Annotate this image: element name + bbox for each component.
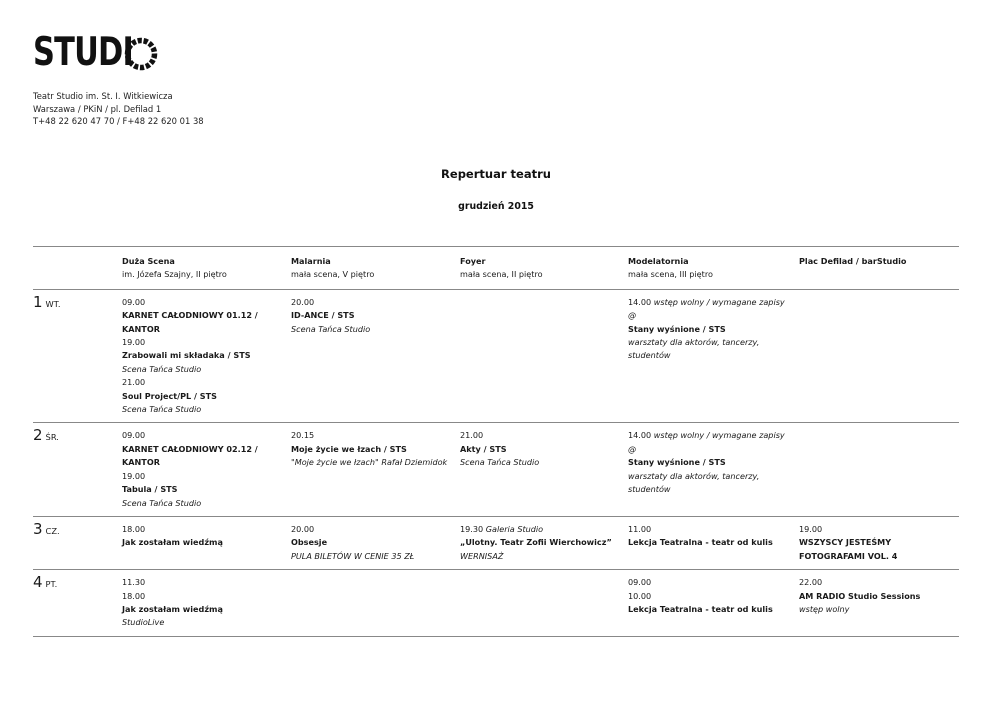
- event-title: WSZYSCY JESTEŚMY FOTOGRAFAMI VOL. 4: [799, 537, 898, 561]
- logo-letters: STUDI: [33, 30, 134, 75]
- event-cell-empty: [291, 570, 460, 637]
- event-time: 09.00: [628, 577, 652, 588]
- event-time-note: wstęp wolny / wymagane zapisy: [653, 430, 785, 441]
- event-note: Scena Tańca Studio: [122, 497, 202, 508]
- venue-name: Foyer: [460, 256, 486, 266]
- venue-header: [460, 247, 628, 290]
- event-note: Scena Tańca Studio: [122, 363, 202, 374]
- event-cell: [122, 423, 291, 516]
- day-number: 1: [33, 292, 43, 311]
- gear-ring-icon: [123, 36, 159, 72]
- address-line: Warszawa / PKiN / pl. Defilad 1: [33, 103, 162, 114]
- event-cell: [799, 570, 959, 637]
- address-line: Teatr Studio im. St. I. Witkiewicza: [33, 91, 173, 101]
- venue-header: [122, 247, 291, 290]
- event-time: 14.00: [628, 430, 652, 441]
- event-title: Lekcja Teatralna - teatr od kulis: [628, 603, 773, 614]
- event-cell: [291, 423, 460, 516]
- venue-sub: mała scena, V piętro: [291, 269, 375, 280]
- venue-sub: mała scena, II piętro: [460, 269, 543, 280]
- event-title: Jak zostałam wiedźmą: [122, 603, 223, 614]
- event-note: wstęp wolny: [799, 603, 850, 614]
- event-cell: [628, 570, 799, 637]
- day-abbr: PT.: [45, 579, 58, 590]
- event-cell: [628, 516, 799, 569]
- table-row: [33, 516, 959, 569]
- venue-name: Modelatornia: [628, 256, 689, 266]
- event-title: „Ulotny. Teatr Zofii Wierchowicz”: [460, 537, 612, 548]
- event-cell: [122, 289, 291, 423]
- event-time: 11.30: [122, 577, 146, 588]
- day-cell: [33, 516, 122, 569]
- event-title: AM RADIO Studio Sessions: [799, 590, 921, 601]
- event-note: WERNISAŻ: [460, 550, 504, 561]
- event-time: 20.15: [291, 430, 315, 441]
- event-cell: [460, 516, 628, 569]
- event-title: Stany wyśnione / STS: [628, 323, 726, 334]
- event-note: Scena Tańca Studio: [122, 404, 202, 415]
- venue-header: [628, 247, 799, 290]
- table-row: [33, 423, 959, 516]
- day-abbr: ŚR.: [45, 432, 59, 443]
- day-cell: [33, 423, 122, 516]
- event-cell: [122, 516, 291, 569]
- day-abbr: CZ.: [45, 525, 60, 536]
- event-time: 19.30: [460, 523, 484, 534]
- event-cell: [460, 423, 628, 516]
- event-title: KARNET CAŁODNIOWY 02.12 / KANTOR: [122, 443, 258, 468]
- event-cell: [291, 289, 460, 423]
- event-cell-empty: [460, 289, 628, 423]
- event-cell-empty: [799, 423, 959, 516]
- event-cell: [122, 570, 291, 637]
- event-cell: [628, 289, 799, 423]
- event-title: Tabula / STS: [122, 484, 178, 495]
- page-subtitle: grudzień 2015: [458, 201, 534, 212]
- event-time: 21.00: [460, 430, 484, 441]
- event-title: Zrabowali mi składaka / STS: [122, 350, 251, 361]
- event-time-note: wstęp wolny / wymagane zapisy: [653, 296, 785, 307]
- event-cell: [628, 423, 799, 516]
- studio-logo: [33, 30, 161, 75]
- event-at: @: [628, 443, 637, 454]
- event-note: "Moje życie we łzach" Rafał Dziemidok: [291, 457, 448, 468]
- event-title: ID-ANCE / STS: [291, 310, 355, 321]
- header-row: [33, 247, 959, 290]
- day-header: [33, 247, 122, 290]
- event-time: 14.00: [628, 296, 652, 307]
- table-row: [33, 570, 959, 637]
- event-time: 20.00: [291, 523, 315, 534]
- address-line: T+48 22 620 47 70 / F+48 22 620 01 38: [33, 116, 204, 126]
- day-number: 3: [33, 519, 43, 538]
- event-title: Moje życie we łzach / STS: [291, 443, 407, 454]
- venue-name: Malarnia: [291, 256, 331, 266]
- venue-sub: mała scena, III piętro: [628, 269, 713, 280]
- venue-header: [799, 247, 959, 290]
- venue-sub: im. Józefa Szajny, II piętro: [122, 269, 227, 280]
- event-title: Lekcja Teatralna - teatr od kulis: [628, 537, 773, 548]
- event-at: @: [628, 310, 637, 321]
- event-time-line: [628, 429, 791, 442]
- event-title: KARNET CAŁODNIOWY 01.12 / KANTOR: [122, 310, 258, 334]
- day-abbr: WT.: [45, 298, 61, 309]
- event-note: StudioLive: [122, 617, 165, 628]
- event-time: 09.00: [122, 296, 146, 307]
- event-note: Scena Tańca Studio: [460, 457, 540, 468]
- event-time-line: [460, 523, 620, 536]
- page-title: Repertuar teatru: [441, 167, 551, 181]
- event-title: Soul Project/PL / STS: [122, 390, 217, 401]
- event-cell-empty: [799, 289, 959, 423]
- event-time: 19.00: [122, 470, 146, 481]
- event-time: 18.00: [122, 523, 146, 534]
- day-number: 4: [33, 573, 43, 592]
- event-time: 21.00: [122, 377, 146, 388]
- table-row: [33, 289, 959, 423]
- event-time: 19.00: [122, 337, 146, 348]
- event-time: 22.00: [799, 577, 823, 588]
- event-time: 10.00: [628, 590, 652, 601]
- event-time: 18.00: [122, 590, 146, 601]
- event-cell: [291, 516, 460, 569]
- event-cell-empty: [460, 570, 628, 637]
- event-time: 11.00: [628, 523, 652, 534]
- venue-name: Duża Scena: [122, 256, 175, 266]
- event-time-note: Galeria Studio: [485, 523, 544, 534]
- event-title: Jak zostałam wiedźmą: [122, 537, 223, 548]
- event-title: Akty / STS: [460, 443, 507, 454]
- day-cell: [33, 570, 122, 637]
- event-time: 20.00: [291, 296, 315, 307]
- repertoire-table: [33, 246, 959, 637]
- event-title: Stany wyśnione / STS: [628, 457, 726, 468]
- event-time-line: [628, 296, 791, 309]
- event-note: warsztaty dla aktorów, tancerzy, studentów: [628, 470, 760, 495]
- day-number: 2: [33, 426, 43, 445]
- day-cell: [33, 289, 122, 423]
- event-note: warsztaty dla aktorów, tancerzy, studentów: [628, 337, 760, 361]
- event-title: Obsesje: [291, 537, 328, 548]
- venue-name: Plac Defilad / barStudio: [799, 256, 907, 266]
- event-time: 09.00: [122, 430, 146, 441]
- event-time: 19.00: [799, 523, 823, 534]
- event-cell: [799, 516, 959, 569]
- venue-header: [291, 247, 460, 290]
- event-note: PULA BILETÓW W CENIE 35 ZŁ: [291, 550, 415, 561]
- event-note: Scena Tańca Studio: [291, 323, 371, 334]
- theatre-address: [33, 90, 204, 128]
